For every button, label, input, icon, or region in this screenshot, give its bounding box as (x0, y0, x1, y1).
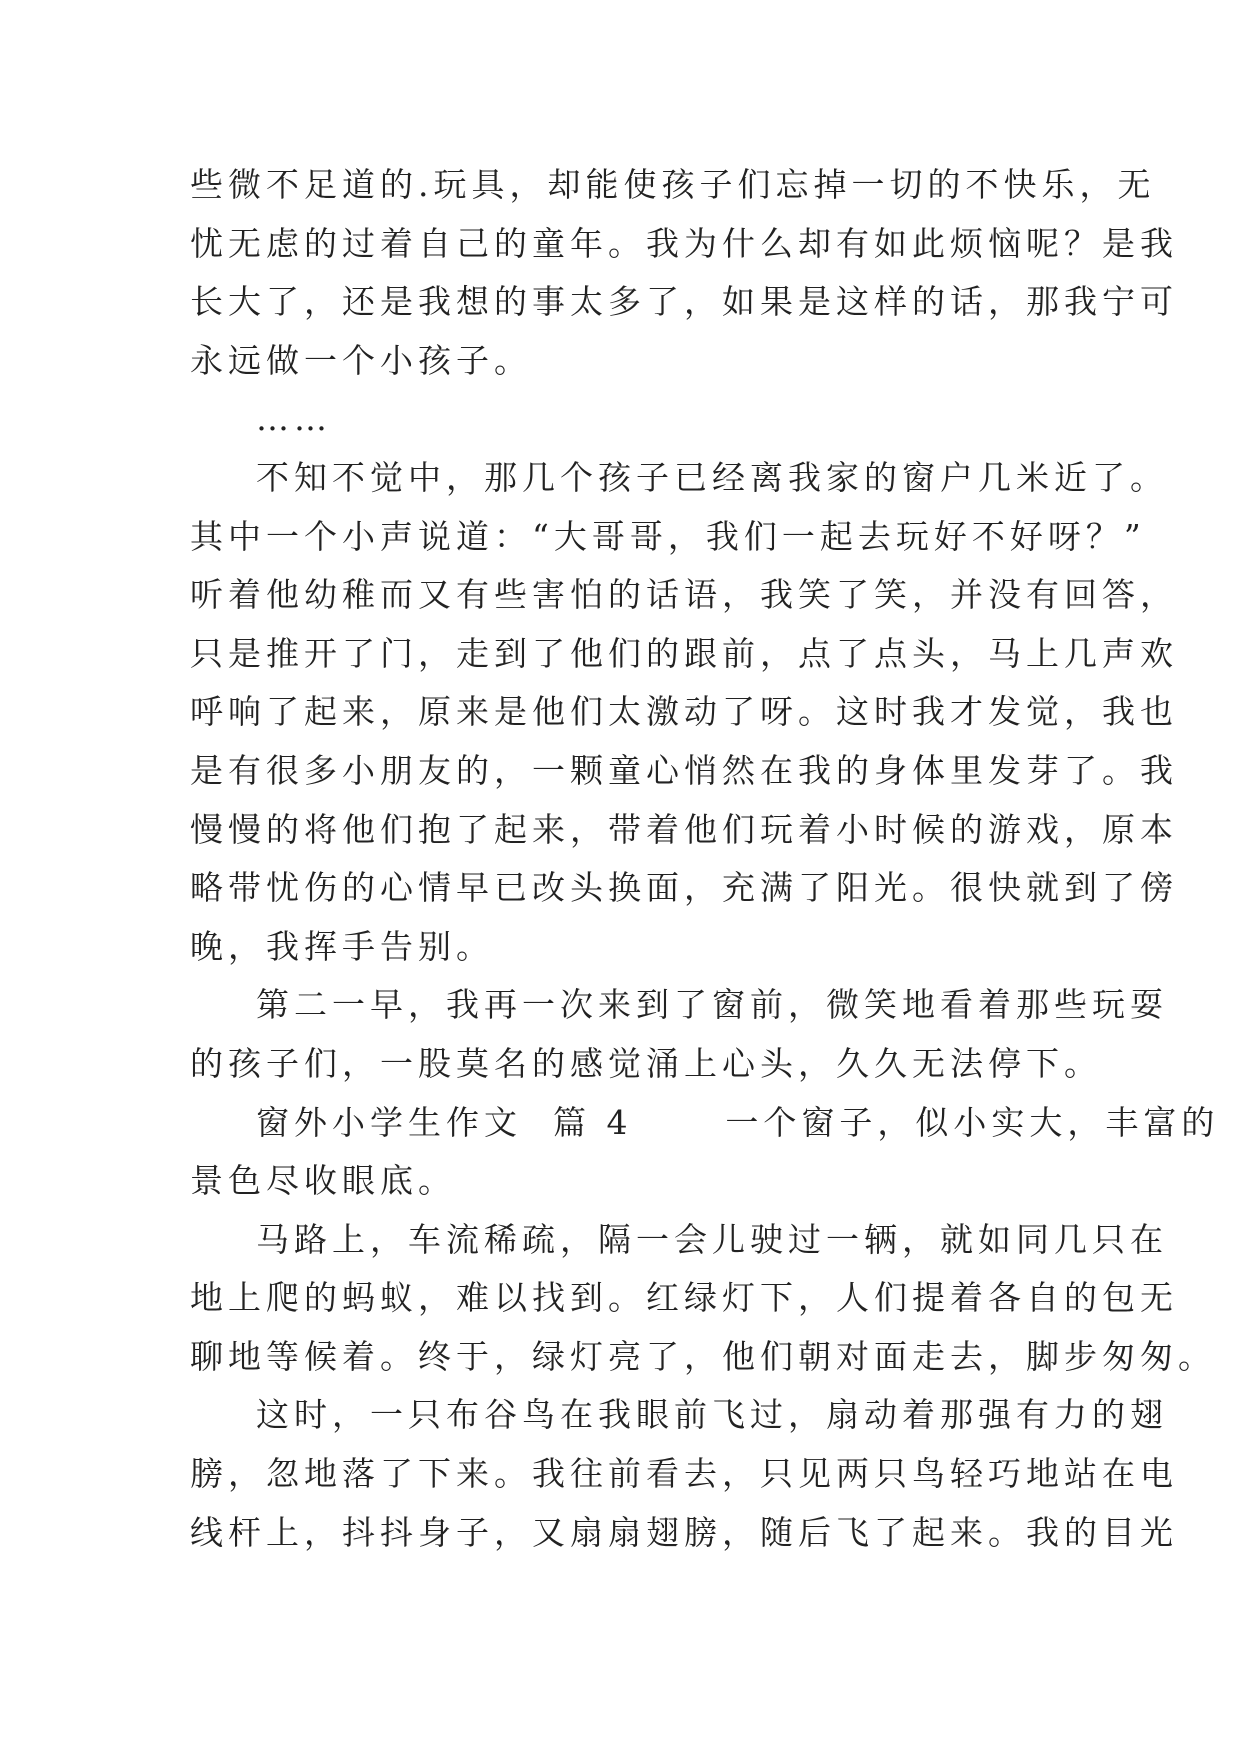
text-line: 膀，忽地落了下来。我往前看去，只见两只鸟轻巧地站在电 (190, 1454, 1178, 1494)
text-line: 忧无虑的过着自己的童年。我为什么却有如此烦恼呢？是我 (190, 223, 1178, 263)
text-line: 其中一个小声说道：“大哥哥，我们一起去玩好不好呀？” (190, 516, 1146, 556)
text-line: …… (256, 399, 332, 439)
text-line: 第二一早，我再一次来到了窗前，微笑地看着那些玩耍 (256, 985, 1168, 1025)
text-line: 线杆上，抖抖身子，又扇扇翅膀，随后飞了起来。我的目光 (190, 1512, 1178, 1552)
text-line: 听着他幼稚而又有些害怕的话语，我笑了笑，并没有回答， (190, 575, 1178, 615)
text-line: 这时，一只布谷鸟在我眼前飞过，扇动着那强有力的翅 (256, 1395, 1168, 1435)
text-line: 略带忧伤的心情早已改头换面，充满了阳光。很快就到了傍 (190, 868, 1178, 908)
text-line: 长大了，还是我想的事太多了，如果是这样的话，那我宁可 (190, 282, 1178, 322)
text-line: 窗外小学生作文 篇 4 一个窗子，似小实大，丰富的 (256, 1102, 1220, 1142)
text-line: 永远做一个小孩子。 (190, 340, 532, 380)
text-line: 些微不足道的.玩具，却能使孩子们忘掉一切的不快乐，无 (190, 165, 1156, 204)
text-line: 景色尽收眼底。 (190, 1161, 456, 1201)
text-line: 马路上，车流稀疏，隔一会儿驶过一辆，就如同几只在 (256, 1219, 1168, 1259)
text-line: 是有很多小朋友的，一颗童心悄然在我的身体里发芽了。我 (190, 750, 1178, 790)
text-line: 的孩子们，一股莫名的感觉涌上心头，久久无法停下。 (190, 1043, 1102, 1083)
document-body (190, 156, 1220, 1562)
text-line: 慢慢的将他们抱了起来，带着他们玩着小时候的游戏，原本 (190, 809, 1178, 849)
text-line: 聊地等候着。终于，绿灯亮了，他们朝对面走去，脚步匆匆。 (190, 1336, 1216, 1376)
text-line: 地上爬的蚂蚁，难以找到。红绿灯下，人们提着各自的包无 (190, 1278, 1178, 1318)
text-line: 只是推开了门，走到了他们的跟前，点了点头，马上几声欢 (190, 633, 1178, 673)
text-line: 晚，我挥手告别。 (190, 926, 494, 966)
text-line: 呼响了起来，原来是他们太激动了呀。这时我才发觉，我也 (190, 692, 1178, 732)
text-line: 不知不觉中，那几个孩子已经离我家的窗户几米近了。 (256, 457, 1168, 497)
